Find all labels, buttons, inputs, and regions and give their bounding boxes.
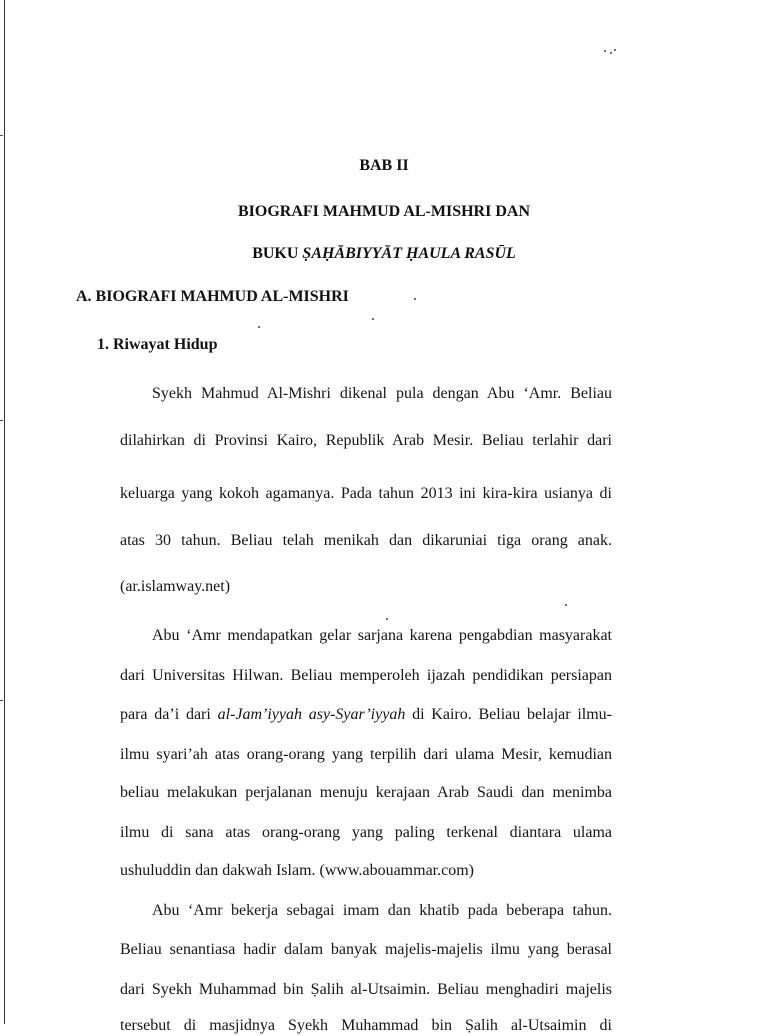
- subsection-1-heading: 1. Riwayat Hidup: [97, 336, 218, 353]
- organization-name: al-Jam’iyyah asy-Syar’iyyah: [217, 706, 406, 723]
- book-title: ṢAḤĀBIYYĀT ḤAULA RASŪL: [302, 245, 516, 262]
- chapter-heading: BAB II: [359, 157, 409, 174]
- paragraph3-line4: tersebut di masjidnya Syekh Muhammad bin Ṣalih al-Utsaimin di: [120, 1017, 612, 1034]
- paragraph1-line2: dilahirkan di Provinsi Kairo, Republik Arab Mesir. Beliau terlahir dari: [120, 432, 612, 449]
- paragraph2-line3-post: di Kairo. Beliau belajar ilmu-: [405, 706, 613, 723]
- scan-speck: [604, 50, 606, 52]
- scan-margin-line: [4, 0, 5, 1024]
- scan-speck: [614, 49, 616, 51]
- paragraph1-line1: Syekh Mahmud Al-Mishri dikenal pula dengan Abu ‘Amr. Beliau: [152, 385, 612, 402]
- scan-margin-tick: [0, 420, 3, 421]
- paragraph2-line3-pre: para da’i dari: [120, 706, 218, 723]
- paragraph3-line1: Abu ‘Amr bekerja sebagai imam dan khatib pada beberapa tahun.: [152, 902, 612, 919]
- paragraph2-line5: beliau melakukan perjalanan menuju kerajaan Arab Saudi dan menimba: [120, 784, 612, 801]
- scan-speck: [414, 298, 416, 300]
- scan-speck: [258, 326, 260, 328]
- paragraph1-line5: (ar.islamway.net): [120, 578, 231, 595]
- section-a-heading: A. BIOGRAFI MAHMUD AL-MISHRI: [76, 288, 349, 305]
- paragraph2-line3: [120, 705, 612, 725]
- paragraph3-line2: Beliau senantiasa hadir dalam banyak majelis-majelis ilmu yang berasal: [120, 941, 612, 958]
- chapter-title-line1: BIOGRAFI MAHMUD AL-MISHRI DAN: [238, 203, 530, 220]
- paragraph2-line6: ilmu di sana atas orang-orang yang paling terkenal diantara ulama: [120, 824, 612, 841]
- paragraph2-line7: ushuluddin dan dakwah Islam. (www.abouammar.com): [120, 862, 474, 879]
- scan-speck: [565, 604, 567, 606]
- scan-margin-tick: [0, 700, 3, 701]
- chapter-title-line2: [0, 244, 768, 264]
- paragraph1-line4: atas 30 tahun. Beliau telah menikah dan dikaruniai tiga orang anak.: [120, 532, 612, 549]
- scan-speck: [610, 52, 612, 54]
- paragraph2-line4: ilmu syari’ah atas orang-orang yang terpilih dari ulama Mesir, kemudian: [120, 746, 612, 763]
- paragraph1-line3: keluarga yang kokoh agamanya. Pada tahun 2013 ini kira-kira usianya di: [120, 485, 612, 502]
- title-prefix: BUKU: [252, 245, 303, 262]
- scan-speck: [386, 618, 388, 620]
- paragraph2-line2: dari Universitas Hilwan. Beliau memperoleh ijazah pendidikan persiapan: [120, 667, 612, 684]
- paragraph2-line1: Abu ‘Amr mendapatkan gelar sarjana karena pengabdian masyarakat: [152, 627, 612, 644]
- scan-margin-tick: [0, 135, 3, 136]
- paragraph3-line3: dari Syekh Muhammad bin Ṣalih al-Utsaimin. Beliau menghadiri majelis: [120, 981, 612, 998]
- scan-speck: [372, 318, 374, 320]
